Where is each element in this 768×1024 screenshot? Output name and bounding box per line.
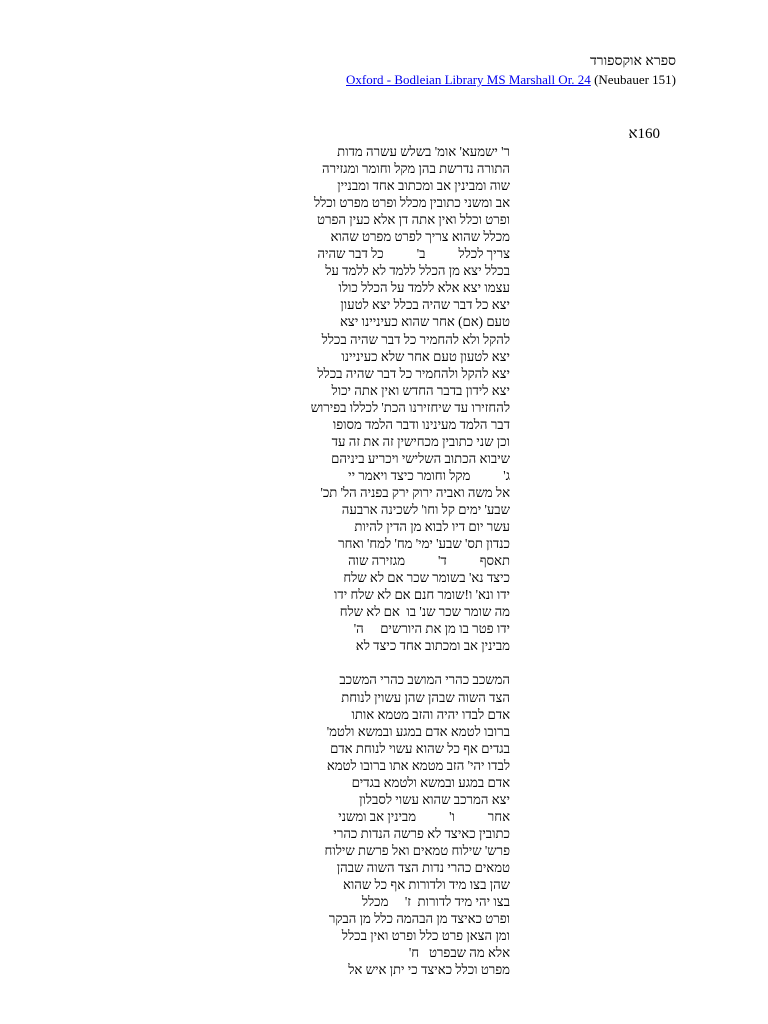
text-line: כנדון תס' שבע' ימי' מח' למח' ואחר xyxy=(338,536,510,552)
text-line: עשר יום דיו לבוא מן הדין להיות xyxy=(354,519,510,535)
text-line: פרש' שילוח טמאים ואל פרשת שילוח xyxy=(324,842,510,858)
document-header xyxy=(346,53,676,88)
text-line: אחר ו' מבינין אב ומשני xyxy=(338,808,510,824)
text-line: שוה ומבינין אב ומכתוב אחד ומבניין xyxy=(337,178,510,194)
text-line: יצא לידון בדבר החדש ואין אתה יכול xyxy=(331,382,510,398)
text-line: כתובין כאיצד לא פרשה הנדות כהרי xyxy=(333,825,510,841)
text-line: מכלל שהוא צריך לפרט מפרט שהוא xyxy=(330,229,510,245)
text-line: אל משה ואביה ירוק ירק בפניה הל' תכ' xyxy=(320,484,510,500)
text-line: ידו פטר בו מן את היורשים ה' xyxy=(353,621,510,637)
text-line: ג' מקל וחומר כיצד ויאמר יי xyxy=(348,467,510,483)
text-line: מבינין אב ומכתוב אחד כיצד לא xyxy=(355,638,510,654)
text-line: תאסף ד' מגזירה שוה xyxy=(348,553,510,569)
text-line: יצא המרכב שהוא עשוי לסבלון xyxy=(359,791,510,807)
text-line: אדם במגע ובמשא ולטמא בגדים xyxy=(351,774,510,790)
text-line: בצו יהי מיד לדורות ז' מכלל xyxy=(361,894,510,910)
text-line: אלא מה שבפרט ח' xyxy=(408,945,510,961)
text-line: שהן בצו מיד ולדורות אף כל שהוא xyxy=(342,877,510,893)
text-line: יצא כל דבר שהיה בכלל יצא לטעון xyxy=(340,297,510,313)
text-line: להקל ולא להחמיר כל דבר שהיה בכלל xyxy=(321,331,510,347)
text-line: הצד השוה שבהן שהן עשוין לנוחת xyxy=(341,689,510,705)
text-line: בכלל יצא מן הכלל ללמד לא ללמד על xyxy=(325,263,510,279)
text-line: צריך לכלל ב' כל דבר שהיה xyxy=(317,246,510,262)
text-line: התורה נדרשת בהן מקל וחומר ומגזירה xyxy=(322,161,510,177)
text-line: שבע' ימים קל וחו' לשכינה ארבעה xyxy=(341,501,510,517)
text-line: ומן הצאן פרט כלל ופרט ואין בכלל xyxy=(341,928,510,944)
text-line: וכן שני כתובין מכחישין זה את זה עד xyxy=(331,433,510,449)
text-line: שיבוא הכתוב השלישי ויכריע ביניהם xyxy=(331,450,510,466)
folio-number: 160א xyxy=(628,126,660,142)
text-line: המשכב כהרי המושב כהרי המשכב xyxy=(339,672,510,688)
text-line: ידו ונא' ו!שומר חנם אם לא שלח ידו xyxy=(333,587,510,603)
text-line: להחזירו עד שיחזירנו הכת' לכללו בפירוש xyxy=(310,399,510,415)
text-line xyxy=(311,654,510,671)
text-line: טמאים כהרי נדות הצד השוה שבהן xyxy=(336,859,510,875)
text-line: מה שומר שכר שנ' בו אם לא שלח xyxy=(339,604,510,620)
text-line: טעם (אם) אחר שהוא כעיניינו יצא xyxy=(340,314,510,330)
text-line: אדם לבדו יהיה והזב מטמא אותו xyxy=(351,706,510,722)
text-line: יצא להקל ולהחמיר כל דבר שהיה בכלל xyxy=(317,365,510,381)
text-line: מפרט וכלל כאיצד כי יתן איש אל xyxy=(348,962,510,978)
text-line: אב ומשני כתובין מכלל ופרט מפרט וכלל xyxy=(313,195,510,211)
text-line: ופרט כאיצד מן הבהמה כלל מן הבקר xyxy=(328,911,510,927)
text-line: דבר הלמד מעינינו ודבר הלמד מסופו xyxy=(332,416,510,432)
book-title: ספרא אוקספורד xyxy=(589,54,676,69)
manuscript-source-link[interactable]: Oxford - Bodleian Library MS Marshall Or. 24 xyxy=(346,72,591,87)
catalog-note: (Neubauer 151) xyxy=(590,72,676,87)
text-line: כיצד נא' בשומר שכר אם לא שלח xyxy=(343,570,510,586)
text-line: יצא לטעון טעם אחר שלא כעיניינו xyxy=(341,348,510,364)
text-line: עצמו יצא אלא ללמד על הכלל כולו xyxy=(338,280,510,296)
text-line: ברובו לטמא אדם במגע ובמשא ולטמ' xyxy=(326,723,510,739)
source-line xyxy=(346,71,676,88)
manuscript-text xyxy=(311,143,510,978)
text-line: לבדו יהי' הזב מטמא אתו ברובו לטמא xyxy=(326,757,510,773)
text-line: בגדים אף כל שהוא עשוי לנוחת אדם xyxy=(330,740,510,756)
text-line: ופרט וכלל ואין אתה דן אלא כעין הפרט xyxy=(317,212,510,228)
text-line: ר' ישמעא' אומ' בשלש עשרה מדות xyxy=(337,144,510,159)
